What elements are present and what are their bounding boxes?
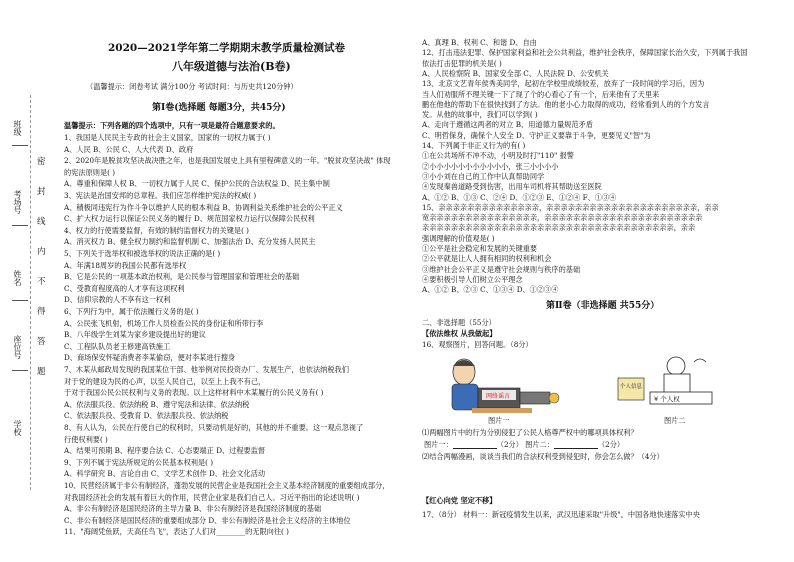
question-line: 15、亲亲亲亲亲亲亲亲亲亲亲亲亲亲，亲亲亲亲亲亲亲亲亲亲亲亲亲亲亲亲亲亲亲亲亲，亲亲 bbox=[422, 202, 719, 212]
question-line: 对于党的建设为民的心声，以至人民自己，以至上上我不有己， bbox=[64, 376, 266, 386]
sign-label: ¥ 个人权 bbox=[654, 395, 680, 403]
binding-char: 内 bbox=[37, 247, 46, 257]
question-line: 4、权力的行使需要监督，有效的制约监督权力的关键是( ) bbox=[64, 225, 249, 235]
question-line: 9、下列不属于宪法所规定的公民基本权利是( ) bbox=[64, 457, 214, 467]
question-line: 7、木某从邮政局发现的我国某位干部、他举例对民投资办厂、发展生产，也依法纳税我们 bbox=[64, 365, 349, 374]
exam-subtitle: 八年级道德与法治(B卷) bbox=[172, 60, 291, 73]
question-line: A、非公有制经济是国民经济的主导力量 B、非公有制经济是我国经济制度的基础 bbox=[64, 504, 322, 514]
part2-heading: 第Ⅱ卷（非选择题 共55分） bbox=[546, 301, 660, 311]
question-line: ②公平就是让人人拥有相同的权利和机会 bbox=[422, 254, 552, 264]
question-line: 于对于我国公民公民权利与义务的表现。以上这样材料中木某履行的公民义务有( ) bbox=[64, 388, 324, 398]
topic-heading-rights: 【依法维权 从我做起】 bbox=[422, 329, 497, 338]
question-line: ④要积极引导人们树立公平理念 bbox=[422, 274, 523, 284]
question-line: B、它是公民的一项基本政治权利，是公民参与管理国家和管理社会的基础 bbox=[64, 272, 300, 282]
question-line: 8、有人认为，公民在行使自己的权利时，只要动机是好的，其他的并不重要。这一观点忽视了 bbox=[64, 423, 364, 432]
exam-title: 2020—2021学年第二学期期末教学质量检测试卷 bbox=[108, 42, 345, 54]
margin-underline bbox=[12, 145, 28, 146]
question-line: C、扩大权力运行以保证公民义务的履行 D、规范国家权力运行以保障公民权利 bbox=[64, 214, 315, 224]
margin-underline bbox=[12, 370, 28, 371]
margin-underline bbox=[12, 225, 28, 226]
question-line: 12、打击违法犯罪、保护国家利益和社会公共利益，维护社会秩序，保障国家长治久安，下列属于我国 bbox=[422, 48, 748, 58]
seal-line bbox=[30, 95, 31, 490]
question-line: ④发现秦兽道路受到伤害，出用车司机将其帮助送至医院 bbox=[422, 182, 602, 192]
question-line: 6、下列行为中，属于依法履行义务的是( ) bbox=[64, 307, 199, 316]
question-line: A、①② B、①③ C、②④ D、①②③ E、①②④ F、①③④ bbox=[422, 192, 617, 202]
question-line: ③维护社会公平正义是遵守社会规则与秩序的基础 bbox=[422, 264, 581, 274]
question-line: 2、2020年是脱贫攻坚决战决胜之年，也是我国发展史上具有里程碑意义的一年。"脱贫攻坚决战" 体现 bbox=[64, 156, 391, 166]
question-16: 16、观察图片，回答问题。（8分） bbox=[422, 340, 533, 349]
question-line: D、商场保安怀疑消费者李某偷窃，便对李某进行搜身 bbox=[64, 353, 236, 363]
figure-caption-2: 图片二 bbox=[664, 416, 686, 425]
question-line: D、信仰宗教的人不享有这一权利 bbox=[64, 295, 171, 305]
question-line: A、消灭权力 B、健全权力制约和监督机制 C、加强法治 D、充分发扬人民民主 bbox=[64, 237, 316, 247]
topic-heading-party: 【红心向党 坚定不移】 bbox=[422, 496, 497, 505]
question-line: A、公民张飞机射，机场工作人员检查公民的身份证和所带行李 bbox=[64, 318, 264, 328]
question-16-2: ⑵结合两幅漫画，谈谈当我们的合法权利受到侵犯时，你会怎么做？（4分） bbox=[422, 452, 664, 461]
question-line: 3、宪法是治国安邦的总章程。我们应怎样维护宪法的权威( ) bbox=[64, 191, 257, 200]
question-line: 5、下列关于选举权和被选举权的说法正确的是( ) bbox=[64, 249, 221, 258]
question-line: C、非公有制经济是国民经济的重要组成部分 D、非公有制经济是社会主义经济的主体地位 bbox=[64, 515, 351, 525]
binding-char: 封 bbox=[37, 187, 46, 197]
question-line: 宽亲亲亲亲亲亲亲亲亲亲亲亲亲亲亲，亲亲亲亲亲亲亲亲亲亲亲亲亲亲亲亲亲亲亲亲亲亲 bbox=[422, 213, 703, 223]
question-line: 13、北京文艺青年侯秀美同学，起初在学校里成绩较差，放弃了一段时间的学习后，因为 bbox=[422, 79, 705, 89]
margin-label-seat: 座位号 bbox=[13, 335, 22, 359]
margin-label-room: 考场号 bbox=[13, 190, 22, 214]
question-line: A、依法服兵役、依法纳税 B、遵守宪法和法律、依法纳税 bbox=[64, 399, 250, 409]
question-line: A、真理 B、权利 C、和谐 D、自由 bbox=[422, 38, 537, 47]
score-note: （2分） bbox=[597, 440, 625, 449]
question-line: C、明哲保身，确保个人安全 D、守护正义要靠于斗争，更要见义"智"为 bbox=[422, 130, 651, 140]
question-line: C、受教育程度高的人才享有这项权利 bbox=[64, 283, 185, 293]
part1-heading: 第Ⅰ卷(选择题 每题3分，共45分) bbox=[152, 103, 286, 113]
question-line: 依法打击犯罪的机关是( ) bbox=[422, 58, 502, 68]
answer-label-img1: 图片一： bbox=[424, 440, 453, 449]
banner-text: 网络谣言 bbox=[486, 393, 511, 400]
question-line: ③小小刘在自己的工作中认真帮助同学 bbox=[422, 171, 545, 181]
question-line: 当人们劝服所不理关键一下了现了个的心看心了有一个，后来他有了天里来 bbox=[422, 89, 660, 99]
question-line: 亲亲亲亲亲亲亲亲亲亲亲亲亲亲亲亲亲亲亲亲亲亲亲亲亲亲亲亲亲亲亲亲亲亲亲，亲亲 bbox=[422, 223, 696, 233]
binding-char: 线 bbox=[37, 217, 46, 227]
answer-label-img2: （2分） 图片二： bbox=[496, 440, 554, 449]
question-line: 鹏在他他的帮助下在很快找到了方法。他的老小心力取得的成功，经常看到人的的个方发言 bbox=[422, 99, 710, 109]
binding-char: 题 bbox=[37, 367, 46, 377]
binding-char: 答 bbox=[37, 337, 46, 347]
question-line: A、科学研究 B、言论自由 C、文学艺术创作 D、社会文化活动 bbox=[64, 469, 266, 479]
binding-margin bbox=[0, 0, 64, 562]
answer-blank[interactable] bbox=[453, 441, 497, 449]
part2-subheading: 二、非选择题（55分） bbox=[422, 318, 496, 327]
answer-blank[interactable] bbox=[554, 441, 598, 449]
question-line: 11、"海阔凭鱼跃，天高任鸟飞"，表达了人们对________的无限向往( ) bbox=[64, 527, 289, 537]
question-line: A、走向于遵循这两者的对立 B、用道德力量规范矛盾 bbox=[422, 120, 593, 130]
question-line: 发。从他的故事中，我们可以学到( ) bbox=[422, 110, 538, 120]
question-line: 强调理解的价值观是( ) bbox=[422, 233, 495, 243]
question-line: ①公平是社会稳定和发展的关键重要 bbox=[422, 244, 538, 253]
question-line: 的宪法原则是( ) bbox=[64, 167, 116, 177]
question-line: A、人民 B、公民 C、人大代表 D、政府 bbox=[64, 144, 194, 154]
cartoon-image-1 bbox=[442, 352, 560, 414]
exam-tips: （温馨提示：闭卷考试 满分100分 考试时间：与历史共120分钟） bbox=[86, 82, 298, 91]
question-line: ①在公共场所不冲不动，小明及时打"110" 报警 bbox=[422, 151, 574, 161]
binding-char: 得 bbox=[37, 307, 46, 317]
question-line: ②小小小小小小小小小小小，张三小小小小 bbox=[422, 161, 559, 171]
question-line: A、積极同违宪行为作斗争以维护人民的根本利益 B、协调利益关系维护社会的公平正义 bbox=[64, 202, 343, 212]
question-line: B、八年级学生刘某为家乡建设提出好的建议 bbox=[64, 330, 206, 340]
answer-line-16-1 bbox=[424, 440, 624, 449]
question-line: A、结果可预期 B、程序要合法 C、心态要端正 D、过程要监督 bbox=[64, 446, 266, 456]
question-line: A、①② B、②③ C、①③④ D、①②③④ bbox=[422, 285, 559, 295]
question-line: A、年满18周岁的我国公民都有选举权 bbox=[64, 260, 187, 270]
question-17: 17、（8分） 材料一：新冠疫情发生以来，武汉迅速采取"升级"，中国各地快速落实中央 bbox=[422, 510, 700, 519]
box-label: 个人信息 bbox=[620, 384, 643, 390]
binding-char: 不 bbox=[37, 277, 46, 287]
question-line: A、尊重和保障人权 B、一切权力属于人民 C、保护公民的合法权益 D、民主集中制 bbox=[64, 179, 330, 189]
cartoon-image-2 bbox=[614, 352, 726, 414]
margin-label-class: 班级 bbox=[13, 120, 22, 136]
question-line: 对我国经济社会的发展有着巨大的作用，民营企业家是我们自己人。习近平指出的论述说明( ) bbox=[64, 492, 360, 502]
margin-label-school: 学校 bbox=[13, 420, 22, 436]
question-16-1: ⑴两幅图片中的行为分别侵犯了公民人格尊严权中的哪项具体权利？ bbox=[422, 428, 638, 437]
margin-underline bbox=[12, 300, 28, 301]
question-line: 1、我国是人民民主专政的社会主义国家，国家的一切权力属于( ) bbox=[64, 133, 271, 142]
question-line: 10、民营经济属于非公有制经济，蓬勃发展的民营企业是我国社会主义基本经济制度的重要组成部分， bbox=[64, 481, 390, 490]
question-line: C、工程队队员老王修建高铁施工 bbox=[64, 341, 171, 351]
question-line: 14、下列属于非正义行为的有( ) bbox=[422, 141, 526, 150]
question-line: A、人民检察院 B、国家安全部 C、人民法院 D、公安机关 bbox=[422, 68, 609, 78]
part1-instruction: 温馨提示：下列各题的四个选项中，只有一项是最符合题意要求的。 bbox=[64, 121, 280, 130]
margin-label-name: 姓名 bbox=[13, 270, 22, 286]
question-line: C、依法服兵役、受教育 D、依法服兵役、依法纳税 bbox=[64, 411, 229, 421]
binding-char: 密 bbox=[37, 157, 46, 167]
question-line: 行使权利要( ) bbox=[64, 434, 108, 444]
figure-caption-1: 图片一 bbox=[488, 416, 510, 425]
